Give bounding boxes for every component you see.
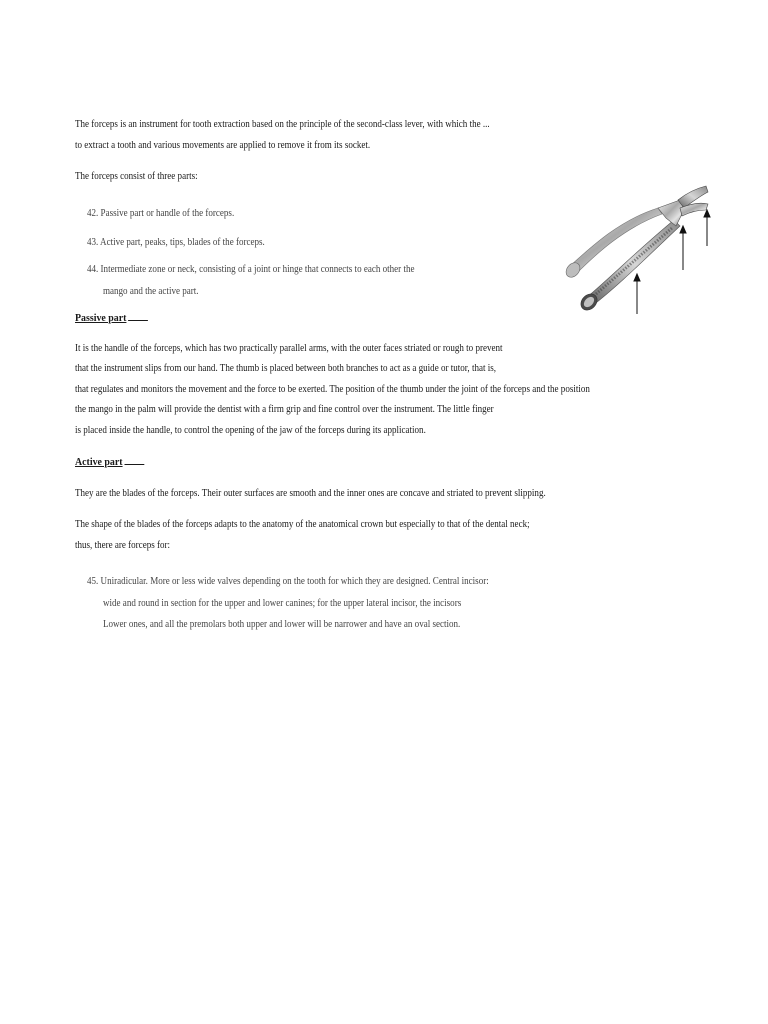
active-heading: Active part: [75, 455, 144, 468]
list-item-continuation: mango and the active part.: [103, 286, 199, 297]
list-item-continuation: Lower ones, and all the premolars both upper and lower will be narrower and have an oval section.: [103, 619, 461, 630]
passive-line: that regulates and monitors the movement and the force to be exerted. The position of the thumb under the joint of the forceps and the position: [75, 384, 590, 395]
active-line: They are the blades of the forceps. Their outer surfaces are smooth and the inner ones are concave and striated to prevent slipping.: [75, 488, 546, 499]
intro-line-1: The forceps is an instrument for tooth extraction based on the principle of the second-class lever, with which the ...: [75, 119, 490, 130]
passive-heading: Passive part: [75, 311, 148, 324]
intro-line-2: to extract a tooth and various movements are applied to remove it from its socket.: [75, 140, 371, 151]
passive-line: the mango in the palm will provide the dentist with a firm grip and fine control over the instrument. The little finger: [75, 404, 494, 415]
list-item: 43. Active part, peaks, tips, blades of the forceps.: [87, 237, 265, 248]
list-item: 45. Uniradicular. More or less wide valves depending on the tooth for which they are designed. Central incisor:: [87, 576, 489, 587]
active-line: thus, there are forceps for:: [75, 540, 171, 551]
list-item: 42. Passive part or handle of the forceps.: [87, 208, 235, 219]
passive-line: is placed inside the handle, to control the opening of the jaw of the forceps during its application.: [75, 425, 426, 436]
passive-line: that the instrument slips from our hand. The thumb is placed between both branches to act as a guide or tutor, that is,: [75, 363, 497, 374]
forceps-image: [562, 178, 714, 320]
active-line: The shape of the blades of the forceps adapts to the anatomy of the anatomical crown but especially to that of the dental neck;: [75, 519, 530, 530]
list-item: 44. Intermediate zone or neck, consisting of a joint or hinge that connects to each other the: [87, 264, 415, 275]
passive-line: It is the handle of the forceps, which has two practically parallel arms, with the outer faces striated or rough to prevent: [75, 343, 503, 354]
list-item-continuation: wide and round in section for the upper and lower canines; for the upper lateral incisor, the incisors: [103, 598, 462, 609]
parts-intro: The forceps consist of three parts:: [75, 171, 198, 182]
